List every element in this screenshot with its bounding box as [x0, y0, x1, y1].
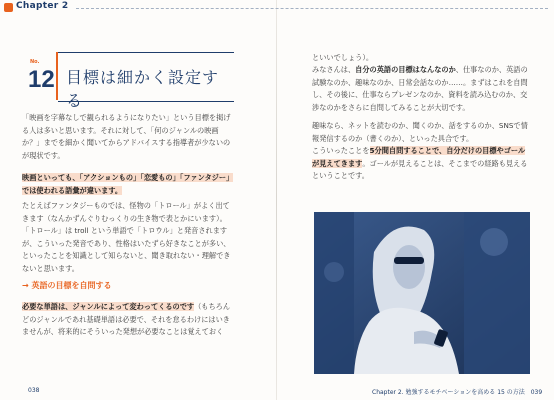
- right-paragraph-2-rest: 、仕事なのか、英語の試験なのか、趣味なのか、日常会話なのか……。まずはこれを自問し、その後に、仕事ならプレゼンなのか、資料を読み込むのか、交渉なのかをさらに自問してみることが大切です。: [312, 65, 528, 112]
- right-paragraph-1: といいでしょう）。: [312, 53, 374, 62]
- photo-illustration: [314, 212, 530, 374]
- right-paragraph-4-rest: 。ゴールが見えることは、そこまでの経路も見えるということです。: [312, 158, 528, 180]
- highlight-genre-words: 必要な単語は、ジャンルによって変わってくるのです: [22, 302, 195, 311]
- bold-goal-question: 自分の英語の目標はなんなのか: [355, 65, 456, 74]
- woman-with-phone-photo: [314, 212, 530, 374]
- section-title-box: [58, 52, 234, 110]
- section-title: 目標は細かく設定する: [66, 68, 220, 110]
- right-paragraph-4: [312, 145, 530, 183]
- right-paragraph-3: 趣味なら、ネットを読むのか、聞くのか、話をするのか、SNSで情報発信するのか（書くのか）、といった具合です。: [312, 121, 528, 143]
- section-number-label: No.: [30, 59, 40, 65]
- right-paragraph-2-lead: みなさんは、: [312, 65, 356, 74]
- page-footer-right: Chapter 2. 勉強するモチベーションを高める 15 の方法 039: [372, 389, 543, 396]
- left-paragraph-1: 「映画を字幕なしで観られるようになりたい」という目標を掲げる人は多いと思います。それに対して、「何のジャンルの映画か？」までを細かく聞いてからアドバイスする指導者が少ないのが現状です。: [22, 113, 231, 160]
- highlight-five-minutes: 5分間自問することで、自分だけの目標やゴールが見えてきます: [312, 146, 526, 168]
- chapter-tab-marker: [4, 3, 13, 12]
- chapter-title: Chapter 2: [16, 1, 69, 11]
- left-paragraph-4: [22, 301, 236, 339]
- page-number-left: 038: [28, 387, 40, 394]
- right-paragraph-4-lead: こういったことを: [312, 146, 370, 155]
- left-paragraph-3: たとえばファンタジーものでは、怪物の「トロール」がよく出てきます（なんかずんぐりむっくりの生き物で表とかにいます）。「トロール」は troll という単語で「トロウル」と発音されますが、こういった発音であり、性格はいたずら好きなことが多い、といったことを知識として知らないと、聞き取れない・理解できないと思います。: [22, 201, 231, 273]
- left-paragraph-2: [22, 172, 236, 197]
- subheading: → 英語の目標を自問する: [22, 281, 112, 290]
- right-paragraph-2: [312, 64, 530, 114]
- left-paragraph-4-rest: （もちろんどのジャンルであれ基礎単語は必要で、それを怠るわけにはいきませんが、将来的にそういった発想が必要なことは覚えておく: [22, 302, 231, 336]
- section-number: 12: [28, 66, 55, 93]
- highlight-genre-vocab: 映画といっても、「アクションもの」「恋愛もの」「ファンタジー」では使われる語彙が違います。: [22, 173, 234, 195]
- header-dashed-rule: [76, 8, 548, 9]
- page-gutter: [276, 0, 277, 400]
- section-number-box: [22, 52, 58, 100]
